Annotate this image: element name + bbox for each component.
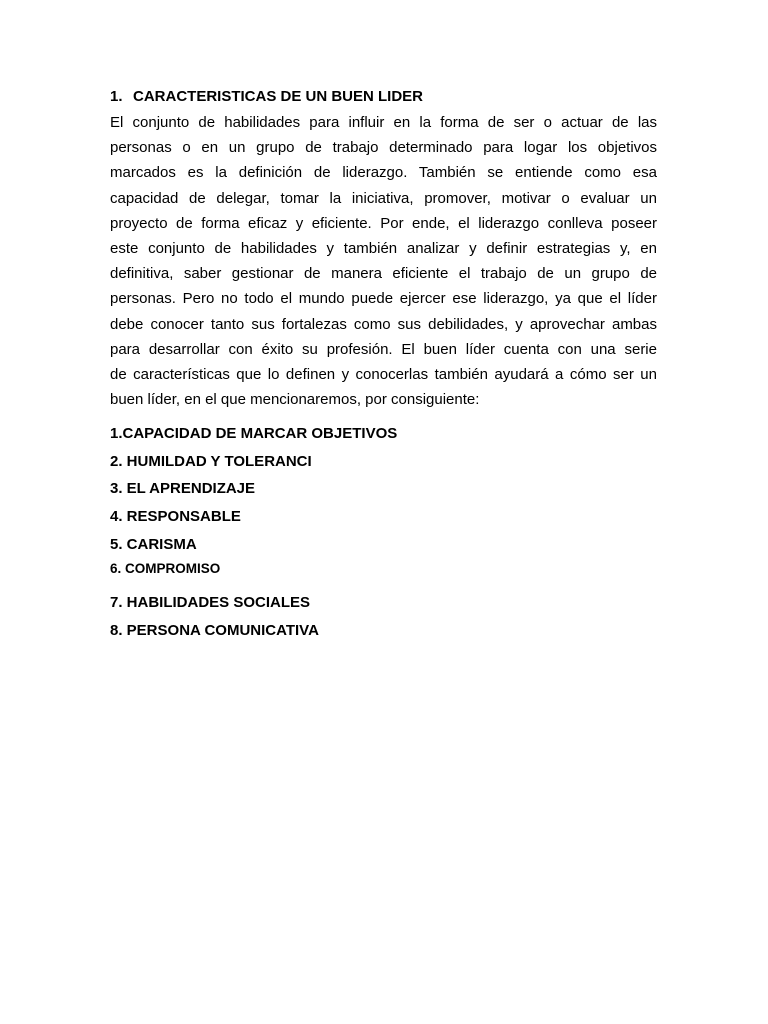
list-item: 4. RESPONSABLE <box>110 508 241 525</box>
list-item: 7. HABILIDADES SOCIALES <box>110 594 311 611</box>
list-item: 2. HUMILDAD Y TOLERANCI <box>110 453 312 470</box>
paragraph-line: debe conocer tanto sus fortalezas como sus debilidades, y aprovechar ambas <box>110 315 657 333</box>
heading-text: CARACTERISTICAS DE UN BUEN LIDER <box>133 88 424 105</box>
list-item: 3. EL APRENDIZAJE <box>110 480 256 497</box>
heading-number: 1. <box>110 88 123 105</box>
paragraph-line: proyecto de forma eficaz y eficiente. Por ende, el liderazgo conlleva poseer <box>110 214 657 232</box>
paragraph-line: personas o en un grupo de trabajo determinado para logar los objetivos <box>110 139 657 157</box>
paragraph-line: capacidad de delegar, tomar la iniciativa, promover, motivar o evaluar un <box>110 189 657 207</box>
paragraph-line: definitiva, saber gestionar de manera eficiente el trabajo de un grupo de <box>110 265 657 283</box>
paragraph-line: para desarrollar con éxito su profesión. El buen líder cuenta con una serie <box>110 340 657 358</box>
paragraph-line: de características que lo definen y conocerlas también ayudará a cómo ser un <box>110 365 657 383</box>
paragraph-line: este conjunto de habilidades y también analizar y definir estrategias y, en <box>110 239 657 257</box>
list-item: 8. PERSONA COMUNICATIVA <box>110 622 319 639</box>
intro-paragraph <box>110 110 657 412</box>
paragraph-line: marcados es la definición de liderazgo. También se entiende como esa <box>110 164 657 182</box>
list-item: 5. CARISMA <box>110 536 197 553</box>
paragraph-line: buen líder, en el que mencionaremos, por consiguiente: <box>110 391 480 409</box>
section-heading <box>110 88 423 106</box>
list-item: 1.CAPACIDAD DE MARCAR OBJETIVOS <box>110 425 398 442</box>
paragraph-line: personas. Pero no todo el mundo puede ejercer ese liderazgo, ya que el líder <box>110 290 657 308</box>
paragraph-line: El conjunto de habilidades para influir en la forma de ser o actuar de las <box>110 114 657 131</box>
list-item: 6. COMPROMISO <box>110 561 221 576</box>
